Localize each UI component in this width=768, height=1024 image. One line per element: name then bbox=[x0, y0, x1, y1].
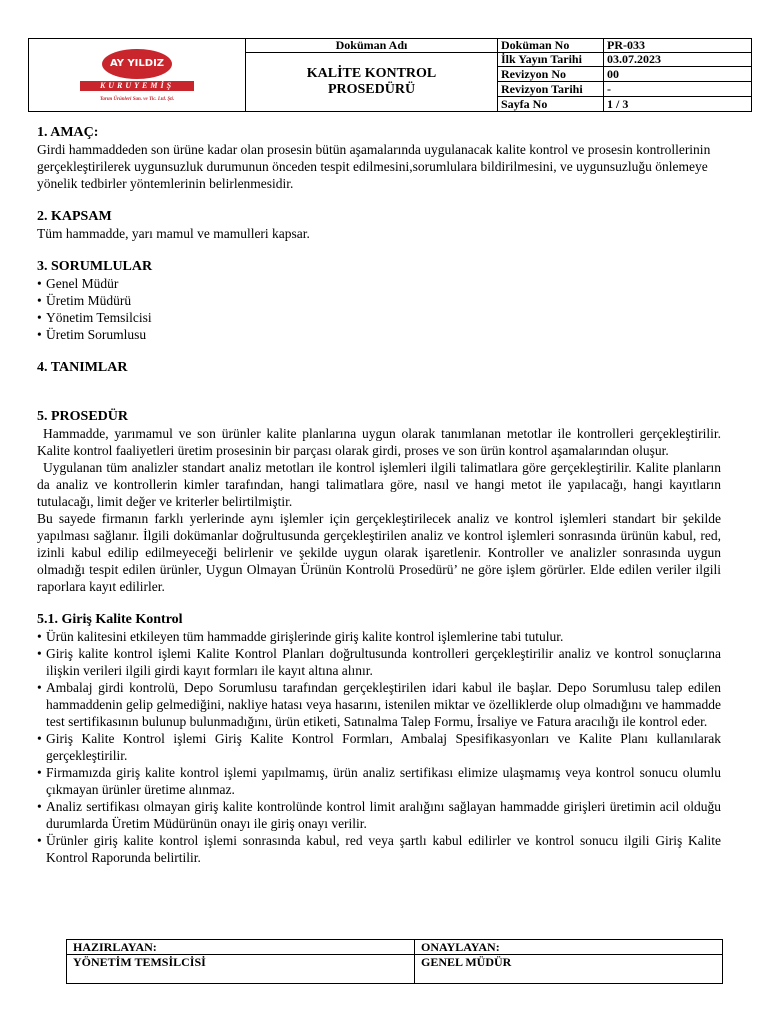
doc-name-label: Doküman Adı bbox=[246, 39, 498, 53]
list-item: • Giriş kalite kontrol işlemi Kalite Kontrol Planları doğrultusunda kontrolleri gerçekleştirilir analiz ve kontrol sonuçlarına ilişkin verileri ilgili girdi kayıt formları ile kayıt altına alınır. bbox=[37, 645, 721, 679]
approved-by-value: GENEL MÜDÜR bbox=[415, 955, 723, 984]
giris-kalite-list bbox=[37, 628, 721, 866]
list-item: • Ürün kalitesini etkileyen tüm hammadde girişlerinde giriş kalite kontrol işlemlerine tabi tutulur. bbox=[37, 628, 721, 645]
list-item: • Ürünler giriş kalite kontrol işlemi sonrasında kabul, red veya şartlı kabul edilirler ve kontrol sonucu ilgili Giriş Kalite Kontrol Raporunda belirtilir. bbox=[37, 832, 721, 866]
company-logo-cell bbox=[29, 39, 246, 112]
document-title bbox=[246, 53, 498, 112]
section-title-tanimlar: 4. TANIMLAR bbox=[37, 360, 128, 375]
section-text-kapsam: Tüm hammadde, yarı mamul ve mamulleri kapsar. bbox=[37, 226, 310, 241]
prosedur-paragraph-2: Uygulanan tüm analizler standart analiz metotları ile kontrol işlemleri ilgili talimatlara göre gerçekleştirilir. Kalite planların da analiz ve kontrollerin kimler tarafından, hangi talimatlara göre, nasıl ve hangi metot ile yapılacağı, hangi kayıtların tutulacağı, limit değer ve kriterler belirtilmiştir. bbox=[37, 460, 721, 509]
meta-label-doc-no: Doküman No bbox=[498, 39, 604, 53]
section-title-amac: 1. AMAÇ: bbox=[37, 125, 99, 140]
prepared-by-value: YÖNETİM TEMSİLCİSİ bbox=[67, 955, 415, 984]
meta-value-doc-no: PR-033 bbox=[604, 39, 752, 53]
approved-by-label: ONAYLAYAN: bbox=[415, 940, 723, 955]
meta-value-page-no: 1 / 3 bbox=[604, 97, 752, 112]
list-item: • Ambalaj girdi kontrolü, Depo Sorumlusu tarafından gerçekleştirilen idari kabul ile başlar. Depo Sorumlusu talep edilen hammaddenin gelip gelmediğini, nakliye hatası veya hasarını, istenilen miktar ve özelliklerde olup olmadığını ve hammadde test sertifikasının bulunup bulunmadığını, ürün etiketi, Satınalma Talep Formu, İrsaliye ve Fatura aracılığı ile kontrol eder. bbox=[37, 679, 721, 730]
document-title-line2: PROSEDÜRÜ bbox=[327, 82, 416, 97]
meta-label-revision-no: Revizyon No bbox=[498, 67, 604, 82]
company-logo bbox=[78, 47, 196, 103]
approval-footer-table bbox=[66, 939, 723, 984]
list-item: • Üretim Sorumlusu bbox=[37, 326, 721, 343]
logo-brand: KURUYEMİŞ bbox=[80, 81, 194, 91]
document-title-line1: KALİTE KONTROL bbox=[306, 66, 437, 81]
meta-value-first-publish: 03.07.2023 bbox=[604, 53, 752, 67]
list-item: • Analiz sertifikası olmayan giriş kalite kontrolünde kontrol limit aralığını sağlayan hammadde girişleri üretimin acil olduğu durumlarda Üretim Müdürünün onayı ile giriş onayı verilir. bbox=[37, 798, 721, 832]
section-title-kapsam: 2. KAPSAM bbox=[37, 209, 112, 224]
section-title-giris-kalite: 5.1. Giriş Kalite Kontrol bbox=[37, 612, 183, 627]
prepared-by-label: HAZIRLAYAN: bbox=[67, 940, 415, 955]
meta-value-revision-no: 00 bbox=[604, 67, 752, 82]
document-header-table bbox=[28, 38, 752, 112]
list-item: • Giriş Kalite Kontrol işlemi Giriş Kalite Kontrol Formları, Ambalaj Spesifikasyonları ve Kalite Planı kullanılarak gerçekleştirilir. bbox=[37, 730, 721, 764]
section-title-sorumlular: 3. SORUMLULAR bbox=[37, 259, 153, 274]
list-item: • Genel Müdür bbox=[37, 275, 721, 292]
meta-label-page-no: Sayfa No bbox=[498, 97, 604, 112]
list-item: • Firmamızda giriş kalite kontrol işlemi yapılmamış, ürün analiz sertifikası elimize ulaşmamış veya kontrol sonucu olumlu çıkmayan ürünler üretime alınmaz. bbox=[37, 764, 721, 798]
meta-label-first-publish: İlk Yayın Tarihi bbox=[498, 53, 604, 67]
logo-emblem: AY YILDIZ bbox=[102, 49, 172, 79]
prosedur-paragraph-1: Hammadde, yarımamul ve son ürünler kalite planlarına uygun olarak tanımlanan metotlar ile kontrolleri gerçekleştirilir. Kalite kontrol faaliyetleri üretim prosesinin bir parçası olarak girdi, proses ve son ürün kontrol aşamalarından oluşur. bbox=[37, 426, 721, 458]
meta-value-revision-date: - bbox=[604, 82, 752, 97]
logo-tagline: Tarım Ürünleri San. ve Tic. Ltd. Şti. bbox=[99, 97, 175, 102]
prosedur-paragraph-3: Bu sayede firmanın farklı yerlerinde aynı işlemler için gerçekleştirilecek analiz ve kontrol işlemleri standart bir şekilde yapılması sağlanır. İlgili dokümanlar doğrultusunda gerçekleştirilen analiz ve kontrol işlemleri sonrasında ürünün kabul, red, izinli kabul edilip edilmeyeceği belirlenir ve şekilde uygun olarak işaretlenir. Kontroller ve analizler sonrasında uygun olmadığı tespit edilen ürünler, Uygun Olmayan Ürünün Kontrolü Prosedürü’ ne göre işlem görürler. Elde edilen veriler ilgili raporlara kayıt edilirler. bbox=[37, 511, 721, 594]
list-item: • Yönetim Temsilcisi bbox=[37, 309, 721, 326]
meta-label-revision-date: Revizyon Tarihi bbox=[498, 82, 604, 97]
sorumlular-list bbox=[37, 275, 721, 343]
list-item: • Üretim Müdürü bbox=[37, 292, 721, 309]
section-title-prosedur: 5. PROSEDÜR bbox=[37, 409, 129, 424]
document-body bbox=[37, 124, 721, 866]
section-text-amac: Girdi hammaddeden son ürüne kadar olan prosesin bütün aşamalarında uygulanacak kalite kontrol ve prosesin kontrollerinin gerçekleştirilerek uygunsuzluk durumunun önceden tespit edilmesini,sorumlulara bildirilmesini, ve uygunsuzluğu önlemeye yönelik tedbirler yöntemlerinin belirlenmesidir. bbox=[37, 142, 711, 191]
